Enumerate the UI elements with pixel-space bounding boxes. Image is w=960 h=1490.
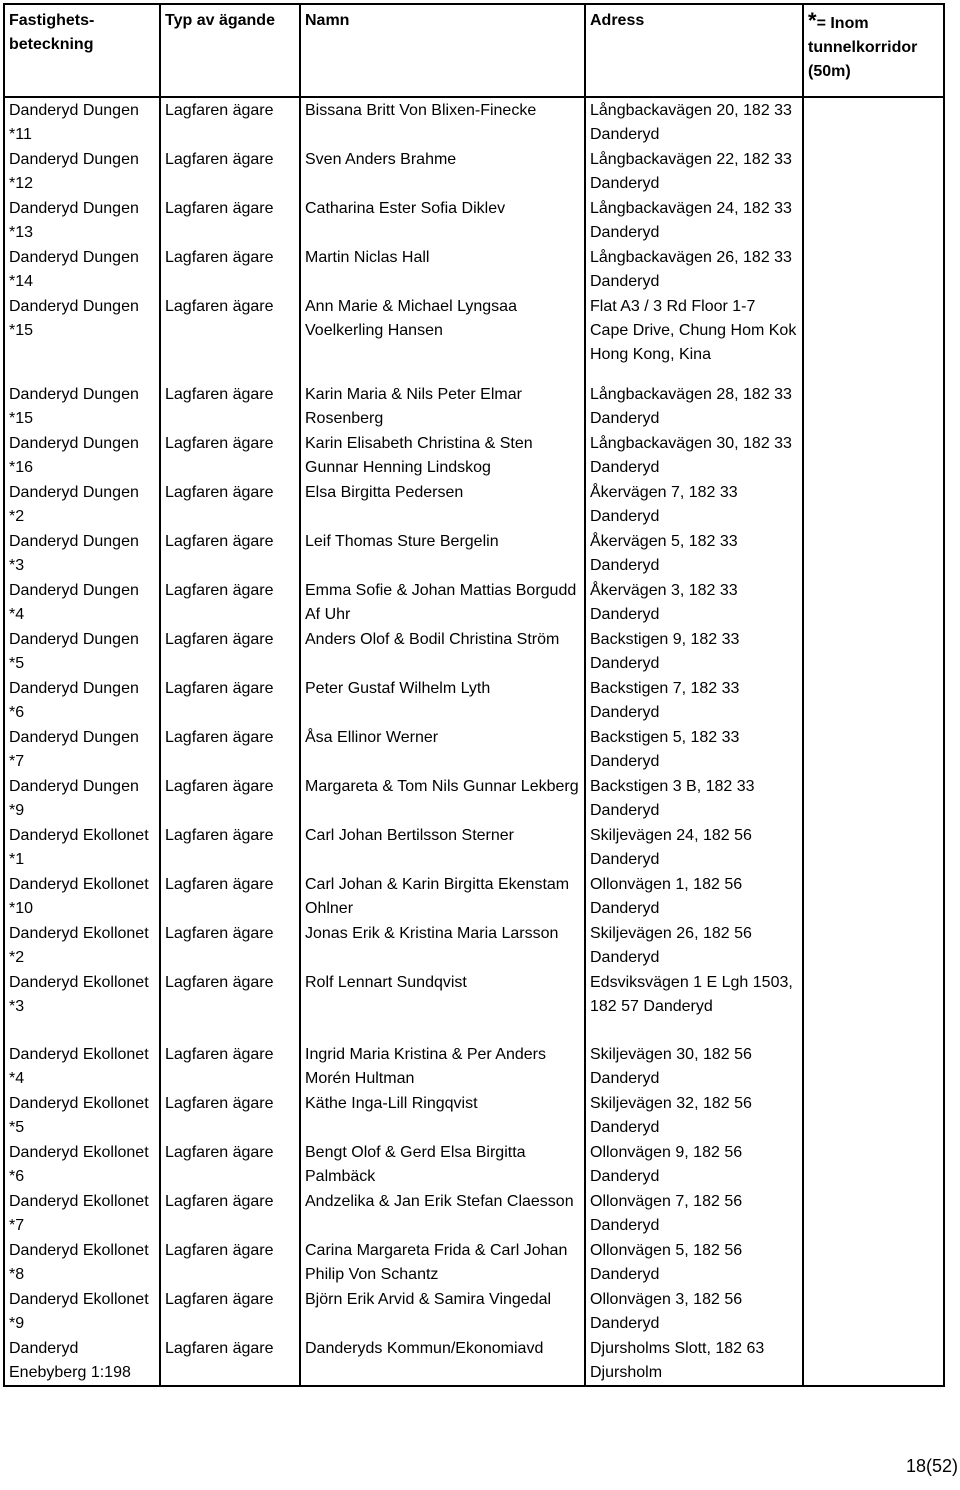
cell-typ: Lagfaren ägare <box>160 578 300 627</box>
cell-adress: Skiljevägen 26, 182 56 Danderyd <box>585 921 803 970</box>
table-row <box>4 970 944 1042</box>
cell-fastighet: Danderyd Dungen *3 <box>4 529 160 578</box>
cell-adress: Backstigen 9, 182 33 Danderyd <box>585 627 803 676</box>
table-row <box>4 1189 944 1238</box>
cell-adress: Djursholms Slott, 182 63 Djursholm <box>585 1336 803 1386</box>
table-body <box>4 97 944 1386</box>
table-row <box>4 676 944 725</box>
cell-adress: Ollonvägen 1, 182 56 Danderyd <box>585 872 803 921</box>
cell-namn: Jonas Erik & Kristina Maria Larsson <box>300 921 585 970</box>
cell-typ: Lagfaren ägare <box>160 382 300 431</box>
header-namn: Namn <box>300 4 585 97</box>
cell-note <box>803 1042 944 1091</box>
cell-note <box>803 578 944 627</box>
cell-adress: Backstigen 7, 182 33 Danderyd <box>585 676 803 725</box>
cell-note <box>803 382 944 431</box>
cell-note <box>803 97 944 147</box>
header-adress: Adress <box>585 4 803 97</box>
cell-namn: Leif Thomas Sture Bergelin <box>300 529 585 578</box>
cell-typ: Lagfaren ägare <box>160 872 300 921</box>
cell-namn: Rolf Lennart Sundqvist <box>300 970 585 1042</box>
header-note-text: = Inom tunnelkorridor (50m) <box>808 15 918 80</box>
cell-namn: Carina Margareta Frida & Carl Johan Philip Von Schantz <box>300 1238 585 1287</box>
cell-note <box>803 1238 944 1287</box>
table-row <box>4 97 944 147</box>
table-row <box>4 921 944 970</box>
cell-adress: Ollonvägen 7, 182 56 Danderyd <box>585 1189 803 1238</box>
property-owners-table <box>3 3 945 1387</box>
cell-adress: Åkervägen 5, 182 33 Danderyd <box>585 529 803 578</box>
cell-namn: Åsa Ellinor Werner <box>300 725 585 774</box>
cell-note <box>803 1140 944 1189</box>
cell-fastighet: Danderyd Ekollonet *1 <box>4 823 160 872</box>
header-note <box>803 4 944 97</box>
cell-typ: Lagfaren ägare <box>160 823 300 872</box>
table-row <box>4 431 944 480</box>
cell-note <box>803 245 944 294</box>
cell-namn: Bissana Britt Von Blixen-Finecke <box>300 97 585 147</box>
cell-typ: Lagfaren ägare <box>160 1189 300 1238</box>
cell-namn: Peter Gustaf Wilhelm Lyth <box>300 676 585 725</box>
table-row <box>4 1091 944 1140</box>
table-row <box>4 774 944 823</box>
cell-fastighet: Danderyd Dungen *14 <box>4 245 160 294</box>
table-row <box>4 1140 944 1189</box>
cell-fastighet: Danderyd Ekollonet *2 <box>4 921 160 970</box>
cell-namn: Andzelika & Jan Erik Stefan Claesson <box>300 1189 585 1238</box>
cell-adress: Ollonvägen 3, 182 56 Danderyd <box>585 1287 803 1336</box>
cell-namn: Björn Erik Arvid & Samira Vingedal <box>300 1287 585 1336</box>
cell-adress: Edsviksvägen 1 E Lgh 1503, 182 57 Danderyd <box>585 970 803 1042</box>
cell-adress: Flat A3 / 3 Rd Floor 1-7 Cape Drive, Chung Hom Kok Hong Kong, Kina <box>585 294 803 382</box>
cell-typ: Lagfaren ägare <box>160 1238 300 1287</box>
table-row <box>4 245 944 294</box>
cell-namn: Sven Anders Brahme <box>300 147 585 196</box>
cell-note <box>803 774 944 823</box>
cell-typ: Lagfaren ägare <box>160 97 300 147</box>
cell-typ: Lagfaren ägare <box>160 196 300 245</box>
table-row <box>4 725 944 774</box>
table-row <box>4 872 944 921</box>
cell-namn: Martin Niclas Hall <box>300 245 585 294</box>
table-row <box>4 147 944 196</box>
table-row <box>4 823 944 872</box>
page-number: 18(52) <box>905 1456 958 1476</box>
cell-adress: Skiljevägen 32, 182 56 Danderyd <box>585 1091 803 1140</box>
cell-fastighet: Danderyd Ekollonet *9 <box>4 1287 160 1336</box>
cell-adress: Långbackavägen 28, 182 33 Danderyd <box>585 382 803 431</box>
table-row <box>4 529 944 578</box>
cell-typ: Lagfaren ägare <box>160 1336 300 1386</box>
table-row <box>4 578 944 627</box>
cell-note <box>803 529 944 578</box>
cell-fastighet: Danderyd Dungen *4 <box>4 578 160 627</box>
cell-note <box>803 921 944 970</box>
cell-adress: Skiljevägen 24, 182 56 Danderyd <box>585 823 803 872</box>
cell-fastighet: Danderyd Dungen *9 <box>4 774 160 823</box>
table-row <box>4 1287 944 1336</box>
table-row <box>4 294 944 382</box>
cell-typ: Lagfaren ägare <box>160 431 300 480</box>
cell-namn: Margareta & Tom Nils Gunnar Lekberg <box>300 774 585 823</box>
cell-adress: Långbackavägen 20, 182 33 Danderyd <box>585 97 803 147</box>
cell-typ: Lagfaren ägare <box>160 480 300 529</box>
cell-typ: Lagfaren ägare <box>160 1287 300 1336</box>
cell-namn: Karin Elisabeth Christina & Sten Gunnar Henning Lindskog <box>300 431 585 480</box>
cell-namn: Carl Johan Bertilsson Sterner <box>300 823 585 872</box>
cell-note <box>803 970 944 1042</box>
cell-fastighet: Danderyd Dungen *13 <box>4 196 160 245</box>
cell-note <box>803 480 944 529</box>
cell-typ: Lagfaren ägare <box>160 627 300 676</box>
asterisk-marker: * <box>808 8 817 33</box>
cell-fastighet: Danderyd Dungen *6 <box>4 676 160 725</box>
cell-adress: Backstigen 3 B, 182 33 Danderyd <box>585 774 803 823</box>
cell-typ: Lagfaren ägare <box>160 774 300 823</box>
cell-typ: Lagfaren ägare <box>160 529 300 578</box>
cell-fastighet: Danderyd Ekollonet *6 <box>4 1140 160 1189</box>
cell-fastighet: Danderyd Ekollonet *5 <box>4 1091 160 1140</box>
cell-namn: Danderyds Kommun/Ekonomiavd <box>300 1336 585 1386</box>
cell-note <box>803 627 944 676</box>
cell-adress: Långbackavägen 30, 182 33 Danderyd <box>585 431 803 480</box>
cell-typ: Lagfaren ägare <box>160 245 300 294</box>
cell-typ: Lagfaren ägare <box>160 147 300 196</box>
cell-note <box>803 823 944 872</box>
cell-fastighet: Danderyd Ekollonet *8 <box>4 1238 160 1287</box>
cell-typ: Lagfaren ägare <box>160 676 300 725</box>
cell-fastighet: Danderyd Dungen *12 <box>4 147 160 196</box>
header-typ: Typ av ägande <box>160 4 300 97</box>
cell-note <box>803 872 944 921</box>
cell-fastighet: Danderyd Dungen *16 <box>4 431 160 480</box>
cell-namn: Catharina Ester Sofia Diklev <box>300 196 585 245</box>
cell-namn: Käthe Inga-Lill Ringqvist <box>300 1091 585 1140</box>
cell-note <box>803 1189 944 1238</box>
cell-note <box>803 1336 944 1386</box>
table-row <box>4 1336 944 1386</box>
cell-note <box>803 725 944 774</box>
cell-typ: Lagfaren ägare <box>160 921 300 970</box>
cell-fastighet: Danderyd Dungen *15 <box>4 294 160 382</box>
cell-namn: Elsa Birgitta Pedersen <box>300 480 585 529</box>
cell-fastighet: Danderyd Dungen *2 <box>4 480 160 529</box>
cell-note <box>803 1287 944 1336</box>
cell-note <box>803 147 944 196</box>
cell-adress: Ollonvägen 5, 182 56 Danderyd <box>585 1238 803 1287</box>
cell-namn: Bengt Olof & Gerd Elsa Birgitta Palmbäck <box>300 1140 585 1189</box>
cell-fastighet: Danderyd Dungen *5 <box>4 627 160 676</box>
table-row <box>4 480 944 529</box>
cell-typ: Lagfaren ägare <box>160 1091 300 1140</box>
table-row <box>4 1042 944 1091</box>
cell-note <box>803 294 944 382</box>
cell-namn: Anders Olof & Bodil Christina Ström <box>300 627 585 676</box>
cell-adress: Långbackavägen 26, 182 33 Danderyd <box>585 245 803 294</box>
cell-fastighet: Danderyd Dungen *7 <box>4 725 160 774</box>
cell-fastighet: Danderyd Ekollonet *4 <box>4 1042 160 1091</box>
table-row <box>4 627 944 676</box>
cell-fastighet: Danderyd Ekollonet *7 <box>4 1189 160 1238</box>
cell-namn: Ingrid Maria Kristina & Per Anders Morén Hultman <box>300 1042 585 1091</box>
cell-note <box>803 676 944 725</box>
cell-adress: Backstigen 5, 182 33 Danderyd <box>585 725 803 774</box>
cell-typ: Lagfaren ägare <box>160 970 300 1042</box>
cell-fastighet: Danderyd Dungen *11 <box>4 97 160 147</box>
cell-fastighet: Danderyd Dungen *15 <box>4 382 160 431</box>
cell-typ: Lagfaren ägare <box>160 294 300 382</box>
cell-namn: Carl Johan & Karin Birgitta Ekenstam Ohlner <box>300 872 585 921</box>
cell-namn: Ann Marie & Michael Lyngsaa Voelkerling Hansen <box>300 294 585 382</box>
cell-adress: Ollonvägen 9, 182 56 Danderyd <box>585 1140 803 1189</box>
cell-fastighet: Danderyd Enebyberg 1:198 <box>4 1336 160 1386</box>
cell-adress: Åkervägen 3, 182 33 Danderyd <box>585 578 803 627</box>
cell-namn: Karin Maria & Nils Peter Elmar Rosenberg <box>300 382 585 431</box>
cell-adress: Långbackavägen 22, 182 33 Danderyd <box>585 147 803 196</box>
cell-namn: Emma Sofie & Johan Mattias Borgudd Af Uhr <box>300 578 585 627</box>
cell-note <box>803 431 944 480</box>
cell-fastighet: Danderyd Ekollonet *10 <box>4 872 160 921</box>
cell-adress: Skiljevägen 30, 182 56 Danderyd <box>585 1042 803 1091</box>
cell-typ: Lagfaren ägare <box>160 725 300 774</box>
cell-typ: Lagfaren ägare <box>160 1140 300 1189</box>
header-row <box>4 4 944 97</box>
cell-note <box>803 196 944 245</box>
table-row <box>4 382 944 431</box>
cell-typ: Lagfaren ägare <box>160 1042 300 1091</box>
table-row <box>4 1238 944 1287</box>
table-row <box>4 196 944 245</box>
header-fastighet: Fastighets-beteckning <box>4 4 160 97</box>
cell-adress: Långbackavägen 24, 182 33 Danderyd <box>585 196 803 245</box>
cell-adress: Åkervägen 7, 182 33 Danderyd <box>585 480 803 529</box>
cell-note <box>803 1091 944 1140</box>
cell-fastighet: Danderyd Ekollonet *3 <box>4 970 160 1042</box>
